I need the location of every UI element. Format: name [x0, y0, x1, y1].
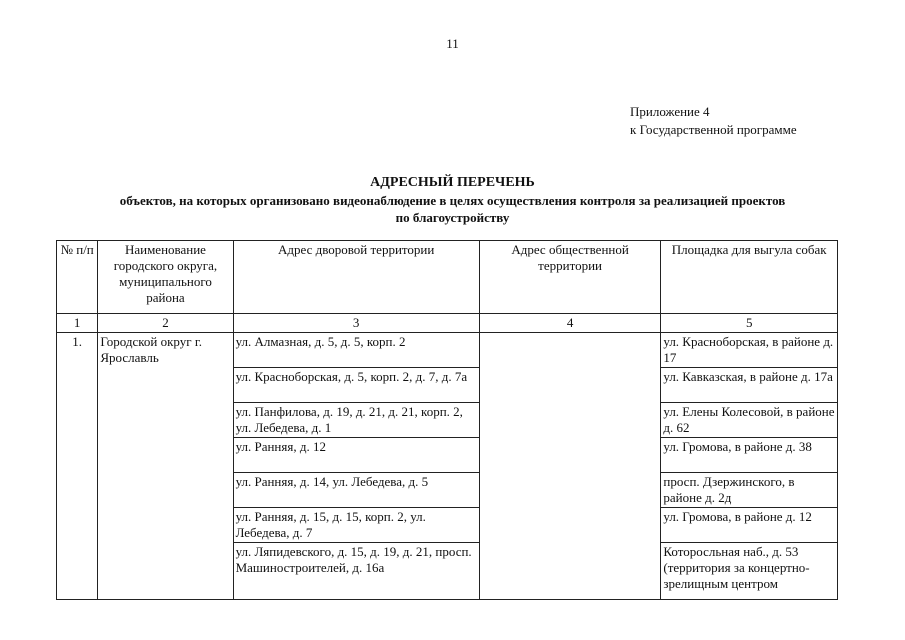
dog-area-cell: ул. Красноборская, в районе д. 17	[661, 333, 838, 368]
dog-area-cell: просп. Дзержинского, в районе д. 2д	[661, 473, 838, 508]
column-number: 1	[57, 314, 98, 333]
title-subtitle-line-2: по благоустройству	[395, 210, 510, 225]
yard-address-cell: ул. Ранняя, д. 12	[233, 438, 479, 473]
title-main: АДРЕСНЫЙ ПЕРЕЧЕНЬ	[370, 175, 535, 190]
column-number: 2	[98, 314, 233, 333]
column-number-row	[57, 314, 838, 333]
dog-area-cell: ул. Громова, в районе д. 12	[661, 508, 838, 543]
address-table	[56, 240, 838, 600]
dog-area-cell: ул. Громова, в районе д. 38	[661, 438, 838, 473]
dog-area-cell: ул. Кавказская, в районе д. 17а	[661, 368, 838, 403]
header-public-address: Адрес общественной территории	[479, 241, 661, 314]
header-municipality: Наименование городского округа, муниципального района	[98, 241, 233, 314]
public-address-cell	[479, 333, 661, 600]
yard-address-cell: ул. Красноборская, д. 5, корп. 2, д. 7, д. 7а	[233, 368, 479, 403]
table-header-row	[57, 241, 838, 314]
dog-area-cell: Которосльная наб., д. 53 (территория за концертно-зрелищным центром	[661, 543, 838, 600]
title-subtitle	[40, 192, 865, 226]
document-title	[40, 174, 865, 226]
row-number: 1.	[57, 333, 98, 600]
appendix-line-1: Приложение 4	[630, 104, 710, 119]
appendix-line-2: к Государственной программе	[630, 122, 797, 137]
header-yard-address: Адрес дворовой территории	[233, 241, 479, 314]
municipality-cell: Городской округ г. Ярославль	[98, 333, 233, 600]
yard-address-cell: ул. Алмазная, д. 5, д. 5, корп. 2	[233, 333, 479, 368]
dog-area-cell: ул. Елены Колесовой, в районе д. 62	[661, 403, 838, 438]
yard-address-cell: ул. Ляпидевского, д. 15, д. 19, д. 21, просп. Машиностроителей, д. 16а	[233, 543, 479, 600]
appendix-note	[630, 103, 797, 139]
header-dog-area: Площадка для выгула собак	[661, 241, 838, 314]
page-number: 11	[446, 36, 459, 51]
yard-address-cell: ул. Ранняя, д. 14, ул. Лебедева, д. 5	[233, 473, 479, 508]
column-number: 3	[233, 314, 479, 333]
yard-address-cell: ул. Панфилова, д. 19, д. 21, д. 21, корп. 2, ул. Лебедева, д. 1	[233, 403, 479, 438]
header-number: № п/п	[57, 241, 98, 314]
title-subtitle-line-1: объектов, на которых организовано видеонаблюдение в целях осуществления контроля за реализацией проектов	[119, 193, 786, 208]
yard-address-cell: ул. Ранняя, д. 15, д. 15, корп. 2, ул. Лебедева, д. 7	[233, 508, 479, 543]
column-number: 5	[661, 314, 838, 333]
column-number: 4	[479, 314, 661, 333]
table-row	[57, 333, 838, 368]
